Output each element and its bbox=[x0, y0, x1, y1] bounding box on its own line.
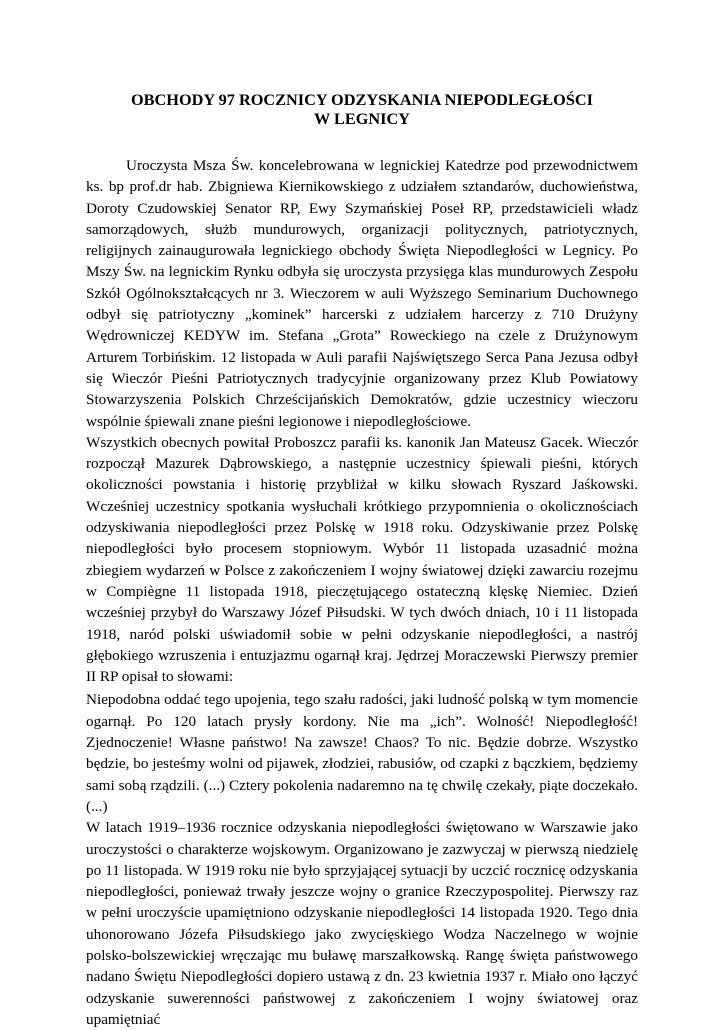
title-line-1: OBCHODY 97 ROCZNICY ODZYSKANIA NIEPODLEGŁOŚCI bbox=[131, 90, 593, 109]
document-title bbox=[86, 90, 638, 128]
document-body bbox=[86, 155, 638, 1030]
paragraph-quote: Niepodobna oddać tego upojenia, tego szału radości, jaki ludność polską w tym momencie ogarnął. Po 120 latach prysły kordony. Nie ma „ich”. Wolność! Niepodległość! Zjednoczenie! Własne państwo! Na zawsze! Chaos? To nic. Będzie dobrze. Wszystko będzie, bo jesteśmy wolni od pijawek, złodziei, rabusiów, od czapki z bączkiem, będziemy sami sobą rządzili. (...) Cztery pokolenia nadaremno na tę chwilę czekały, piąte doczekało. (...) bbox=[86, 691, 638, 815]
paragraph-history: W latach 1919–1936 rocznice odzyskania niepodległości świętowano w Warszawie jako uroczystości o charakterze wojskowym. Organizowano je zazwyczaj w pierwszą niedzielę po 11 listopada. W 1919 roku nie było sprzyjającej sytuacji by uczcić rocznicę odzyskania niepodległości, ponieważ trwały jeszcze wojny o granice Rzeczypospolitej. Pierwszy raz w pełni uroczyście upamiętniono odzyskanie niepodległości 14 listopada 1920. Tego dnia uhonorowano Józefa Piłsudskiego jako zwycięskiego Wodza Naczelnego w wojnie polsko-bolszewickiej wręczając mu buławę marszałkowską. Rangę święta państwowego nadano Świętu Niepodległości dopiero ustawą z dn. 23 kwietnia 1937 r. Miało ono łączyć odzyskanie suwerenności państwowej z zakończeniem I wojny światowej oraz upamiętniać bbox=[86, 819, 638, 1028]
title-line-2: W LEGNICY bbox=[313, 109, 411, 128]
paragraph-evening: Wszystkich obecnych powitał Proboszcz parafii ks. kanonik Jan Mateusz Gacek. Wieczór rozpoczął Mazurek Dąbrowskiego, a następnie uczestnicy śpiewali pieśni, których okoliczności powstania i historię przybliżał w kilku słowach Ryszard Jaśkowski. Wcześniej uczestnicy spotkania wysłuchali krótkiego przypomnienia o okolicznościach odzyskiwania niepodległości przez Polskę w 1918 roku. Odzyskiwanie przez Polskę niepodległości było procesem stopniowym. Wybór 11 listopada uzasadnić można zbiegiem wydarzeń w Polsce z zakończeniem I wojny światowej dzięki zawarciu rozejmu w Compiègne 11 listopada 1918, pieczętującego ostateczną klęskę Niemiec. Dzień wcześniej przybył do Warszawy Józef Piłsudski. W tych dwóch dniach, 10 i 11 listopada 1918, naród polski uświadomił sobie w pełni odzyskanie niepodległości, a nastrój głębokiego wzruszenia i entuzjazmu ogarnął kraj. Jędrzej Moraczewski Pierwszy premier II RP opisał to słowami: bbox=[86, 433, 638, 686]
paragraph-intro: Uroczysta Msza Św. koncelebrowana w legnickiej Katedrze pod przewodnictwem ks. bp prof.dr hab. Zbigniewa Kiernikowskiego z udziałem sztandarów, duchowieństwa, Doroty Czudowskiej Senator RP, Ewy Szymańskiej Poseł RP, przedstawicieli władz samorządowych, służb mundurowych, organizacji politycznych, patriotycznych, religijnych zainaugurowała legnickiego obchody Święta Niepodległości w Legnicy. Po Mszy Św. na legnickim Rynku odbyła się uroczysta przysięga klas mundurowych Zespołu Szkół Ogólnokształcących nr 3. Wieczorem w auli Wyższego Seminarium Duchownego odbył się patriotyczny „kominek” harcerski z udziałem harcerzy z 710 Drużyny Wędrowniczej KEDYW im. Stefana „Grota” Roweckiego na czele z Drużynowym Arturem Torbińskim. 12 listopada w Auli parafii Najświętszego Serca Pana Jezusa odbył się Wieczór Pieśni Patriotycznych tradycyjnie organizowany przez Klub Powiatowy Stowarzyszenia Polskich Chrześcijańskich Demokratów, gdzie uczestnicy wieczoru wspólnie śpiewali znane pieśni legionowe i niepodległościowe. bbox=[86, 157, 638, 430]
